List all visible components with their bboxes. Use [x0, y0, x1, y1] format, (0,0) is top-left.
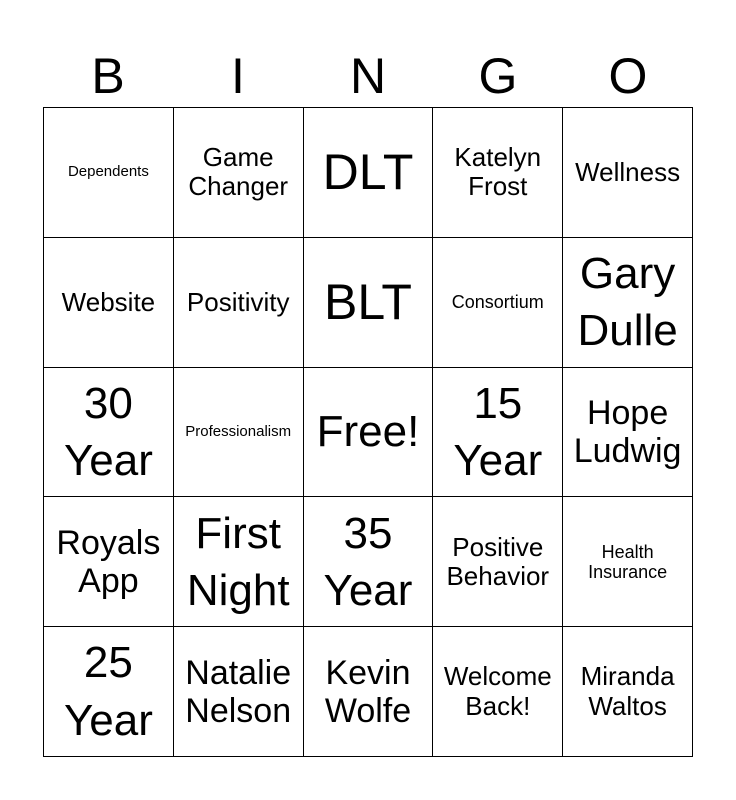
cell-text: Royals App [56, 523, 161, 600]
cell-text: 25 Year [63, 638, 153, 745]
cell-text: Katelyn Frost [454, 142, 542, 202]
header-letter-g: G [478, 48, 518, 104]
bingo-cell[interactable] [304, 238, 434, 368]
bingo-cell[interactable] [304, 108, 434, 238]
cell-text: Free! [316, 407, 420, 457]
bingo-header [43, 46, 693, 106]
bingo-cell[interactable] [563, 238, 693, 368]
bingo-cell[interactable] [433, 497, 563, 627]
header-letter-i: I [231, 48, 245, 104]
bingo-cell[interactable] [174, 368, 304, 498]
bingo-cell[interactable] [304, 497, 434, 627]
cell-text: 30 Year [63, 378, 153, 485]
cell-text: Positive Behavior [446, 531, 550, 591]
cell-text: 35 Year [323, 508, 413, 615]
cell-text: Positivity [186, 286, 290, 317]
bingo-cell[interactable] [174, 497, 304, 627]
free-space[interactable] [304, 368, 434, 498]
bingo-board [43, 107, 693, 757]
cell-text: Kevin Wolfe [324, 653, 412, 730]
bingo-cell[interactable] [44, 497, 174, 627]
bingo-cell[interactable] [433, 627, 563, 757]
cell-text: DLT [322, 144, 414, 201]
bingo-cell[interactable] [44, 368, 174, 498]
bingo-cell[interactable] [433, 368, 563, 498]
bingo-cell[interactable] [44, 238, 174, 368]
cell-text: Wellness [575, 156, 681, 187]
bingo-cell[interactable] [563, 497, 693, 627]
cell-text: Natalie Nelson [185, 653, 292, 730]
cell-text: Consortium [451, 292, 544, 313]
bingo-cell[interactable] [44, 108, 174, 238]
header-letter-n: N [349, 48, 387, 104]
header-letter-o: O [608, 48, 648, 104]
bingo-cell[interactable] [174, 627, 304, 757]
cell-text: Health Insurance [588, 541, 668, 582]
bingo-cell[interactable] [433, 238, 563, 368]
cell-text: First Night [186, 508, 290, 615]
cell-text: Game Changer [188, 142, 289, 202]
cell-text: 15 Year [453, 378, 543, 485]
bingo-cell[interactable] [563, 108, 693, 238]
bingo-cell[interactable] [174, 108, 304, 238]
cell-text: Professionalism [185, 422, 292, 440]
cell-text: Dependents [67, 163, 149, 180]
bingo-cell[interactable] [563, 627, 693, 757]
header-letter-b: B [91, 48, 125, 104]
bingo-cell[interactable] [563, 368, 693, 498]
bingo-cell[interactable] [44, 627, 174, 757]
cell-text: Hope Ludwig [573, 393, 682, 470]
cell-text: Welcome Back! [443, 661, 552, 721]
bingo-cell[interactable] [174, 238, 304, 368]
cell-text: Gary Dulle [577, 249, 678, 356]
cell-text: Miranda Waltos [580, 661, 675, 721]
bingo-cell[interactable] [433, 108, 563, 238]
cell-text: Website [61, 286, 156, 317]
bingo-cell[interactable] [304, 627, 434, 757]
cell-text: BLT [323, 274, 412, 331]
